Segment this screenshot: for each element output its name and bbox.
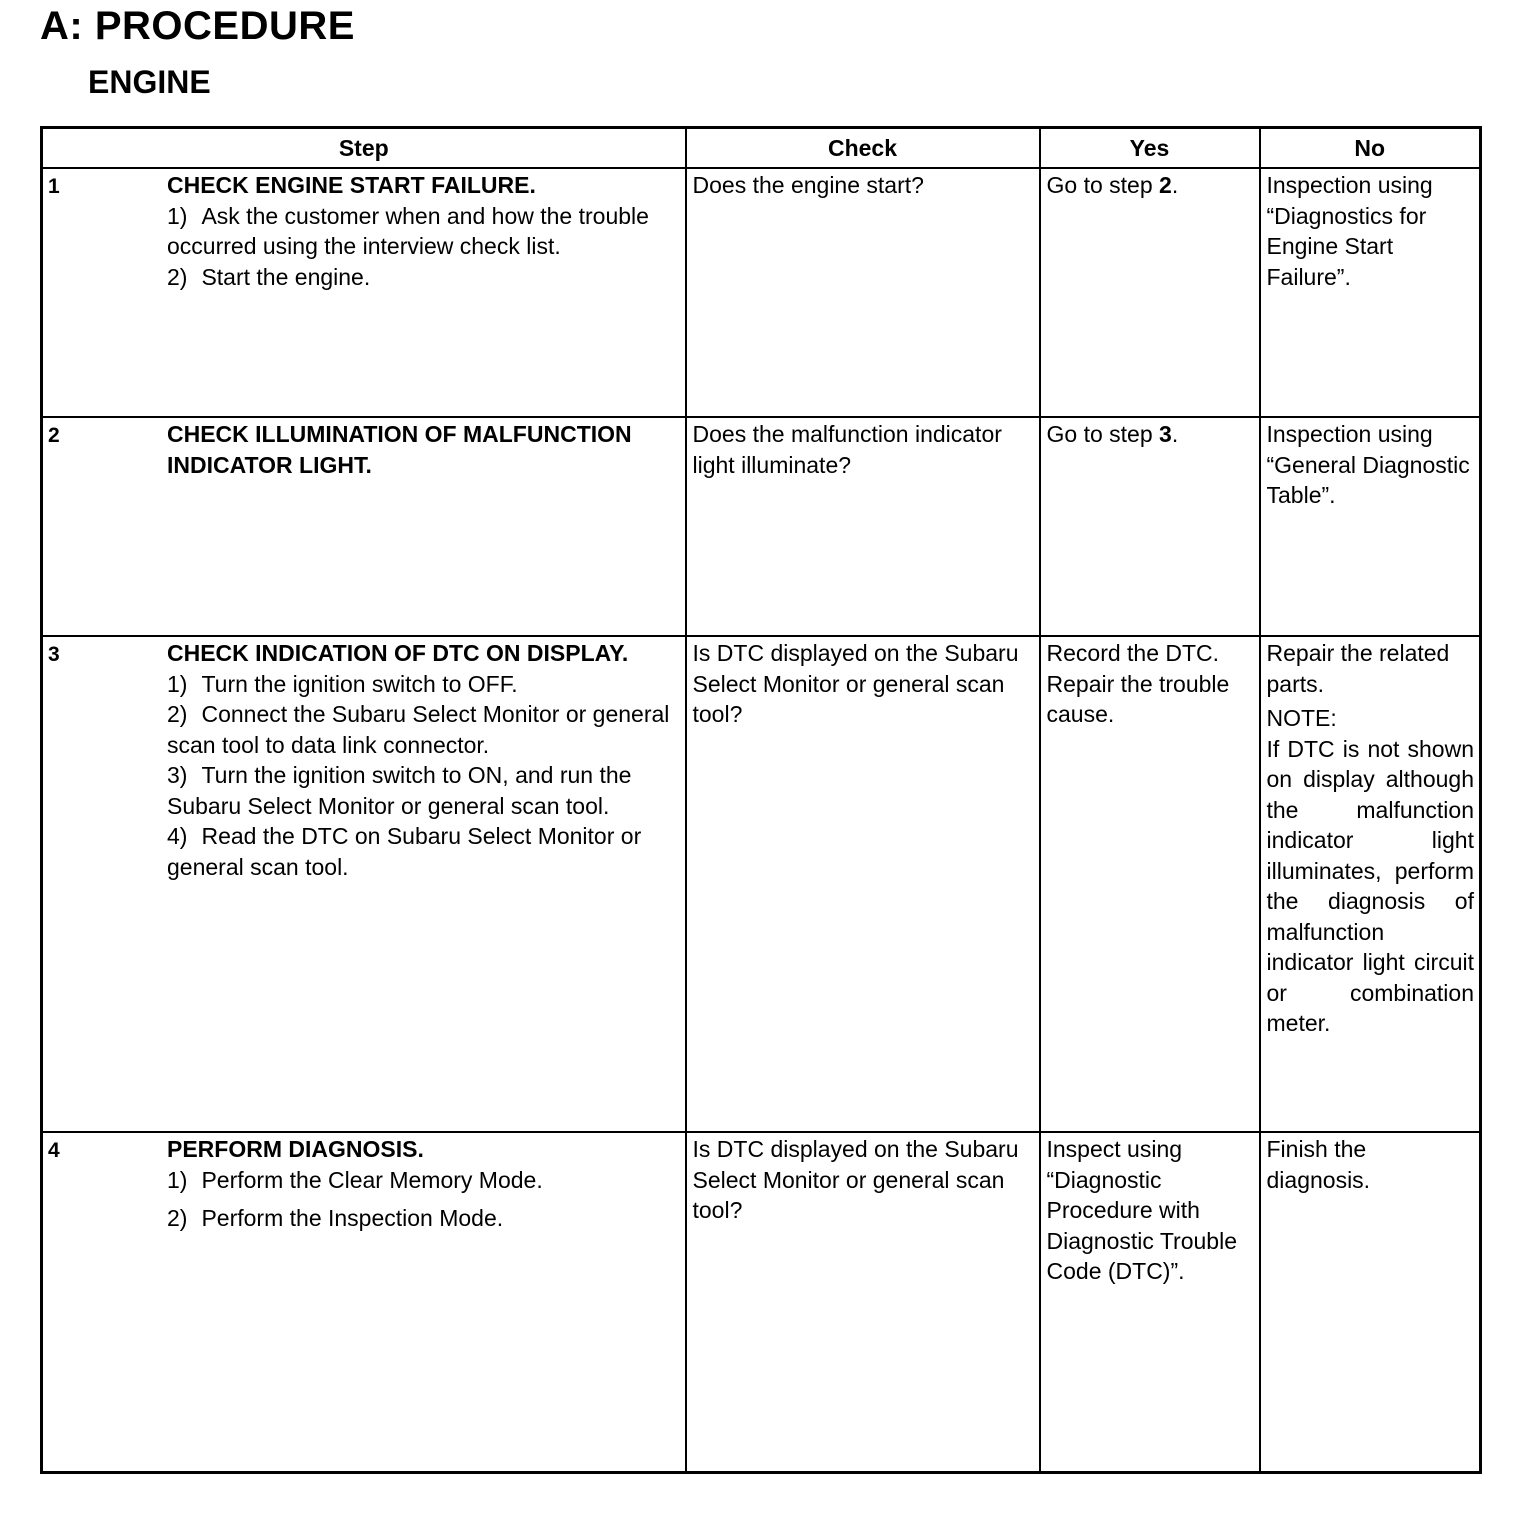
- step-cell: [42, 168, 686, 417]
- step-title: CHECK ENGINE START FAILURE.: [167, 172, 536, 198]
- step-cell: [42, 417, 686, 636]
- step-title: CHECK ILLUMINATION OF MALFUNCTION INDICATOR LIGHT.: [167, 421, 632, 478]
- header-step: Step: [42, 128, 686, 169]
- substep: 1) Turn the ignition switch to OFF.: [167, 670, 518, 697]
- note-text: If DTC is not shown on display although the malfunction indicator light illuminates, perform the diagnosis of malfunction indicator light circuit or combination meter.: [1266, 735, 1474, 1036]
- substep: 1) Perform the Clear Memory Mode.: [167, 1166, 543, 1193]
- substep: 1) Ask the customer when and how the trouble occurred using the interview check list.: [167, 202, 649, 259]
- substep: 4) Read the DTC on Subaru Select Monitor or general scan tool.: [167, 823, 642, 880]
- step-number: 4: [48, 1139, 60, 1162]
- check-cell: Is DTC displayed on the Subaru Select Monitor or general scan tool?: [686, 636, 1040, 1132]
- note-label: NOTE:: [1266, 705, 1337, 731]
- step-number: 1: [48, 175, 60, 198]
- table-row: [42, 168, 1481, 417]
- header-no: No: [1260, 128, 1481, 169]
- no-cell: Inspection using “General Diagnostic Table”.: [1260, 417, 1481, 636]
- step-cell: [42, 636, 686, 1132]
- yes-cell: Go to step 3.: [1040, 417, 1260, 636]
- check-cell: Does the malfunction indicator light illuminate?: [686, 417, 1040, 636]
- procedure-table: [40, 126, 1482, 1474]
- table-header-row: [42, 128, 1481, 169]
- no-cell: [1260, 636, 1481, 1132]
- substep: 2) Connect the Subaru Select Monitor or general scan tool to data link connector.: [167, 701, 670, 758]
- yes-cell: Go to step 2.: [1040, 168, 1260, 417]
- header-check: Check: [686, 128, 1040, 169]
- step-title: CHECK INDICATION OF DTC ON DISPLAY.: [167, 640, 629, 666]
- no-cell: Finish the diagnosis.: [1260, 1132, 1481, 1472]
- table-row: [42, 636, 1481, 1132]
- header-yes: Yes: [1040, 128, 1260, 169]
- step-cell: [42, 1132, 686, 1472]
- step-number: 2: [48, 424, 60, 447]
- substep: 2) Perform the Inspection Mode.: [167, 1205, 504, 1231]
- step-number: 3: [48, 643, 60, 666]
- check-cell: Does the engine start?: [686, 168, 1040, 417]
- substep: 3) Turn the ignition switch to ON, and run the Subaru Select Monitor or general scan tool.: [167, 762, 632, 819]
- table-row: [42, 417, 1481, 636]
- substep: 2) Start the engine.: [167, 263, 371, 290]
- yes-cell: Inspect using “Diagnostic Procedure with Diagnostic Trouble Code (DTC)”.: [1040, 1132, 1260, 1472]
- yes-cell: Record the DTC. Repair the trouble cause.: [1040, 636, 1260, 1132]
- no-text: Repair the related parts.: [1266, 640, 1450, 697]
- page-title: A: PROCEDURE: [40, 4, 355, 48]
- section-subtitle: ENGINE: [88, 64, 211, 100]
- step-title: PERFORM DIAGNOSIS.: [167, 1136, 424, 1162]
- table-row: [42, 1132, 1481, 1472]
- check-cell: Is DTC displayed on the Subaru Select Monitor or general scan tool?: [686, 1132, 1040, 1472]
- no-cell: Inspection using “Diagnostics for Engine Start Failure”.: [1260, 168, 1481, 417]
